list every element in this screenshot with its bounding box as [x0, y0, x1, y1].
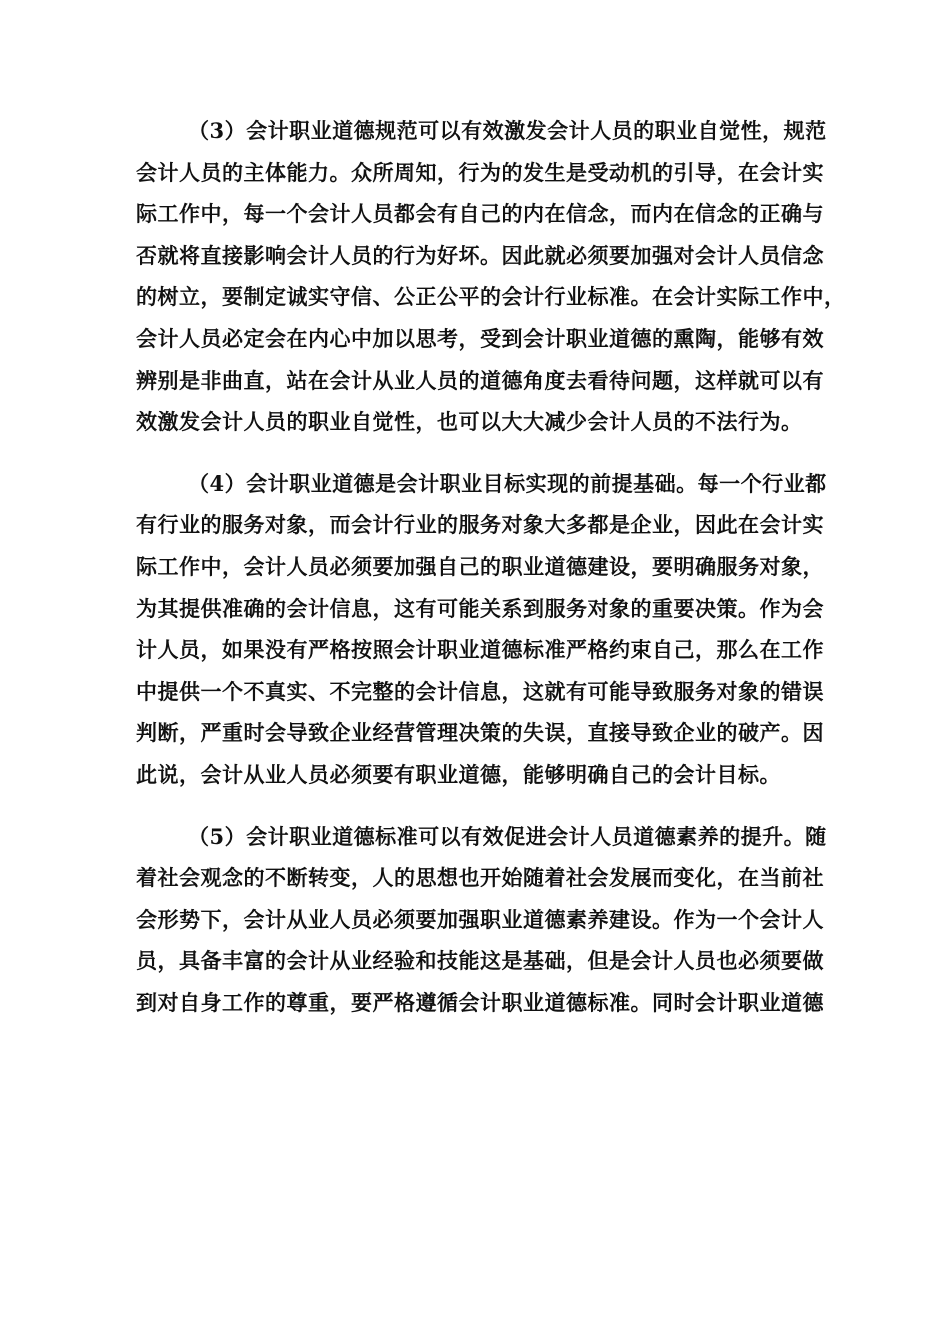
paragraph-3: [136, 110, 854, 443]
text-line: 有行业的服务对象，而会计行业的服务对象大多都是企业，因此在会计实: [136, 512, 824, 538]
paragraph-5: [136, 816, 854, 1024]
text-line: 会计人员必定会在内心中加以思考，受到会计职业道德的熏陶，能够有效: [136, 325, 824, 351]
text-line: 否就将直接影响会计人员的行为好坏。因此就必须要加强对会计人员信念: [136, 242, 824, 268]
text-line: 的树立，要制定诚实守信、公正公平的会计行业标准。在会计实际工作中，: [136, 284, 846, 310]
document-body: [136, 110, 854, 1023]
paragraph-4: [136, 463, 854, 796]
text-line: 员，具备丰富的会计从业经验和技能这是基础，但是会计人员也必须要做: [136, 948, 824, 974]
text-line: （5）会计职业道德标准可以有效促进会计人员道德素养的提升。随: [188, 823, 827, 849]
text-line: 此说，会计从业人员必须要有职业道德，能够明确自己的会计目标。: [136, 761, 781, 787]
text-line: 到对自身工作的尊重，要严格遵循会计职业道德标准。同时会计职业道德: [136, 989, 824, 1015]
text-line: 计人员，如果没有严格按照会计职业道德标准严格约束自己，那么在工作: [136, 637, 824, 663]
text-line: 际工作中，会计人员必须要加强自己的职业道德建设，要明确服务对象，: [136, 553, 824, 579]
text-line: 效激发会计人员的职业自觉性，也可以大大减少会计人员的不法行为。: [136, 409, 803, 435]
text-line: 着社会观念的不断转变，人的思想也开始随着社会发展而变化，在当前社: [136, 865, 824, 891]
text-line: 辨别是非曲直，站在会计从业人员的道德角度去看待问题，这样就可以有: [136, 367, 824, 393]
text-line: 会形势下，会计从业人员必须要加强职业道德素养建设。作为一个会计人: [136, 906, 824, 932]
text-line: （4）会计职业道德是会计职业目标实现的前提基础。每一个行业都: [188, 470, 827, 496]
text-line: 会计人员的主体能力。众所周知，行为的发生是受动机的引导，在会计实: [136, 159, 824, 185]
text-line: 为其提供准确的会计信息，这有可能关系到服务对象的重要决策。作为会: [136, 595, 824, 621]
text-line: （3）会计职业道德规范可以有效激发会计人员的职业自觉性，规范: [188, 118, 827, 143]
text-line: 判断，严重时会导致企业经营管理决策的失误，直接导致企业的破产。因: [136, 720, 824, 746]
text-line: 中提供一个不真实、不完整的会计信息，这就有可能导致服务对象的错误: [136, 678, 824, 704]
text-line: 际工作中，每一个会计人员都会有自己的内在信念，而内在信念的正确与: [136, 201, 824, 227]
